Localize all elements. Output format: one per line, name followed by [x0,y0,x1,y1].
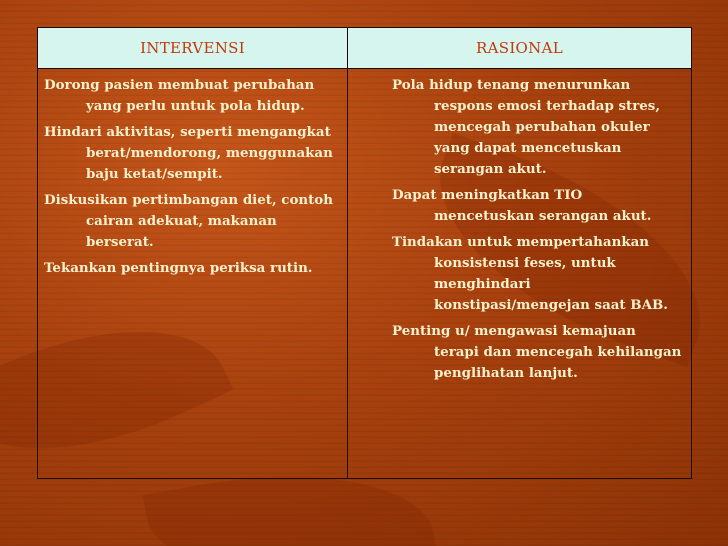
header-intervensi: INTERVENSI [38,28,348,69]
table-row [38,69,692,479]
intervensi-item: Tekankan pentingnya periksa rutin. [44,260,313,276]
intervensi-item: Diskusikan pertimbangan diet, contoh cairan adekuat, makanan berserat. [44,192,333,250]
intervensi-item: Hindari aktivitas, seperti mengangkat berat/mendorong, menggunakan baju ketat/sempit. [44,124,333,182]
rasional-item: Pola hidup tenang menurunkan respons emosi terhadap stres, mencegah perubahan okuler yang dapat mencetuskan serangan akut. [392,77,660,177]
table-header-row [38,28,692,69]
intervensi-cell [38,69,348,479]
intervensi-item: Dorong pasien membuat perubahan yang perlu untuk pola hidup. [44,77,315,114]
rasional-item: Dapat meningkatkan TIO mencetuskan serangan akut. [392,187,652,224]
intervention-rationale-table [37,27,692,479]
rasional-item: Tindakan untuk mempertahankan konsistensi feses, untuk menghindari konstipasi/mengejan saat BAB. [392,234,668,313]
header-rasional: RASIONAL [348,28,692,69]
rasional-item: Penting u/ mengawasi kemajuan terapi dan mencegah kehilangan penglihatan lanjut. [392,323,682,381]
rasional-cell [348,69,692,479]
